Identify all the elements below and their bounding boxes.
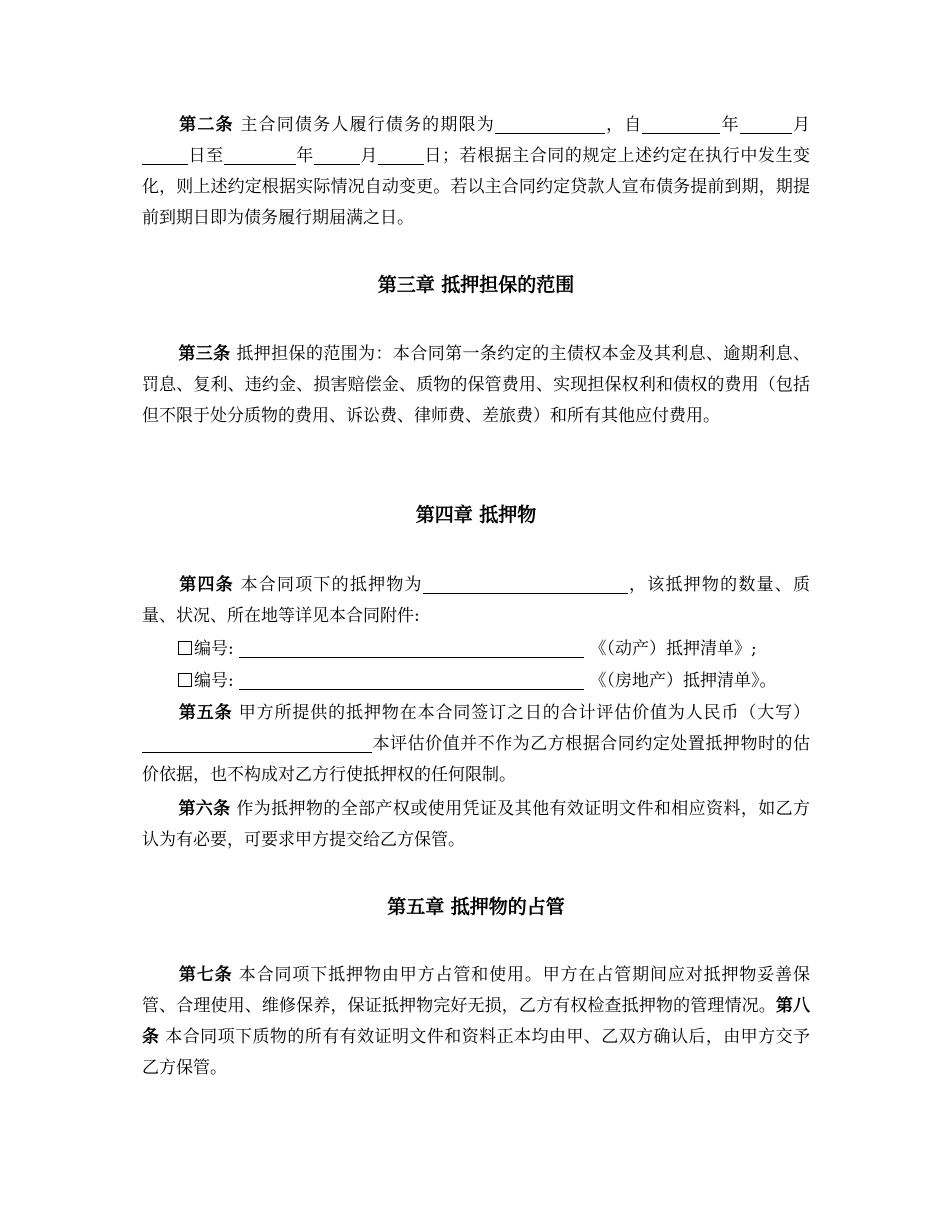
end-day-blank[interactable]	[378, 144, 424, 165]
realestate-number-blank[interactable]	[239, 669, 584, 690]
term-blank[interactable]	[495, 113, 605, 134]
checkbox-icon[interactable]	[178, 673, 192, 687]
article-3-label: 第三条	[178, 344, 231, 364]
start-year-blank[interactable]	[642, 113, 720, 134]
article-8-label: 第八条	[142, 996, 811, 1047]
start-day-blank[interactable]	[142, 144, 188, 165]
article-3: 第三条 抵押担保的范围为：本合同第一条约定的主债权本金及其利息、逾期利息、罚息、复利、违约金、损害赔偿金、质物的保管费用、实现担保权利和债权的费用（包括但不限于处分质物的费用、诉讼费、律师费、差旅费）和所有其他应付费用。	[142, 344, 810, 426]
value-amount-blank[interactable]	[142, 732, 372, 753]
chapter-3-title: 第三章 抵押担保的范围	[377, 274, 575, 296]
article-4-label: 第四条	[178, 575, 234, 595]
movable-number-blank[interactable]	[239, 637, 584, 658]
article-2: 第二条 主合同债务人履行债务的期限为 ，自 年 月日至 年 月 日；若根据主合同的规定上述约定在执行中发生变化，则上述约定根据实际情况自动变更。若以主合同约定贷款人宣布债务提前到期，期提前到期日即为债务履行期届满之日。	[142, 115, 811, 228]
checkbox-icon[interactable]	[178, 641, 192, 655]
collateral-blank[interactable]	[423, 573, 628, 594]
list-item-realestate: 编号: 《（房地产）抵押清单》。	[142, 666, 810, 697]
article-2-label: 第二条	[178, 115, 234, 135]
chapter-5-title: 第五章 抵押物的占管	[387, 896, 565, 918]
article-6: 第六条 作为抵押物的全部产权或使用凭证及其他有效证明文件和相应资料，如乙方认为有必要，可要求甲方提交给乙方保管。	[142, 799, 810, 850]
article-6-label: 第六条	[178, 799, 231, 819]
start-month-blank[interactable]	[740, 113, 792, 134]
article-7-8: 第七条 本合同项下抵押物由甲方占管和使用。甲方在占管期间应对抵押物妥善保管、合理使用、维修保养，保证抵押物完好无损，乙方有权检查抵押物的管理情况。第八条 本合同项下质物的所有有效证明文件和资料正本均由甲、乙双方确认后，由甲方交予乙方保管。	[142, 965, 811, 1078]
article-5: 第五条 甲方所提供的抵押物在本合同签订之日的合计评估价值为人民币（大写）本评估价值并不作为乙方根据合同约定处置抵押物时的估价依据，也不构成对乙方行使抵押权的任何限制。	[142, 703, 811, 785]
end-year-blank[interactable]	[224, 144, 296, 165]
article-7-label: 第七条	[178, 965, 233, 985]
list-item-movable: 编号: 《（动产）抵押清单》;	[142, 634, 810, 665]
article-4: 第四条 本合同项下的抵押物为 ，该抵押物的数量、质量、状况、所在地等详见本合同附件:	[142, 575, 811, 626]
article-5-label: 第五条	[178, 703, 233, 723]
chapter-4-title: 第四章 抵押物	[415, 504, 537, 526]
end-month-blank[interactable]	[314, 144, 360, 165]
